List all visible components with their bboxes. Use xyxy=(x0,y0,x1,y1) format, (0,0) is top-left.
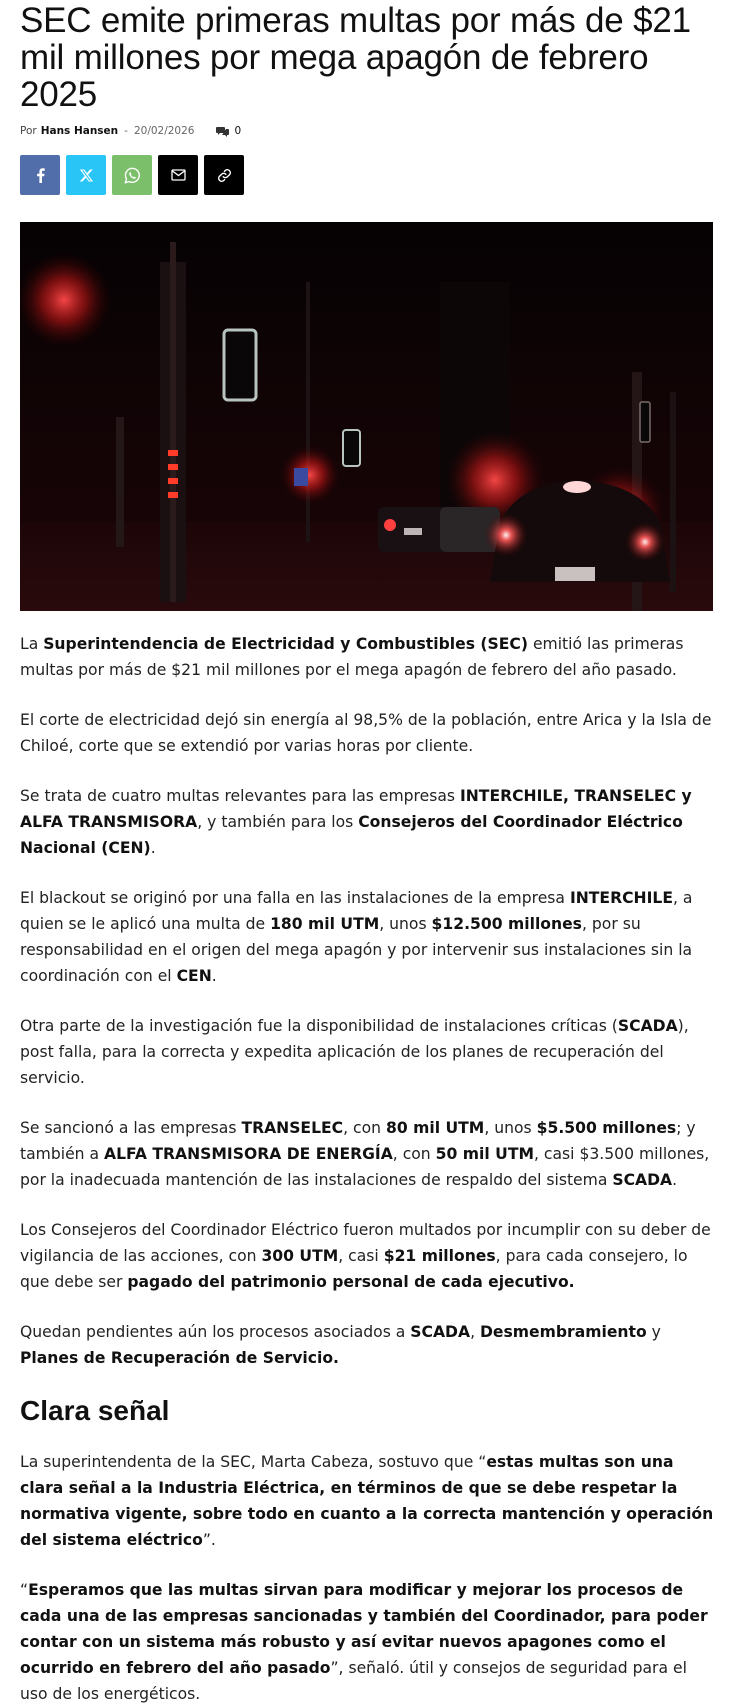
paragraph xyxy=(20,885,715,989)
share-bar xyxy=(20,155,711,195)
bold-text: estas multas son una clara señal a la Industria Eléctrica, en términos de que se debe respetar la normativa vigente, sobre todo en cuanto a la correcta mantención y operación del sistema eléctrico xyxy=(20,1453,714,1549)
bold-text: SCADA xyxy=(612,1171,673,1189)
text-run: , unos xyxy=(484,1119,537,1137)
paragraph xyxy=(20,1319,715,1371)
text-run: “ xyxy=(20,1581,29,1599)
bold-text: Superintendencia de Electricidad y Combustibles (SEC) xyxy=(43,635,528,653)
bold-text: 50 mil UTM xyxy=(435,1145,534,1163)
text-run: emitió las primeras multas por más de $21 mil millones por el mega apagón de febrero del año pasado. xyxy=(20,635,684,679)
share-x-button[interactable] xyxy=(66,155,106,195)
envelope-icon xyxy=(171,169,186,181)
text-run: y xyxy=(646,1323,661,1341)
text-run: , por su responsabilidad en el origen del mega apagón y por intervenir sus instalaciones sin la coordinación con el xyxy=(20,915,693,985)
text-run: . xyxy=(672,1171,678,1189)
paragraph xyxy=(20,1115,715,1193)
text-run: . xyxy=(211,967,217,985)
text-run: ; y también a xyxy=(20,1119,696,1163)
text-run: El blackout se originó por una falla en las instalaciones de la empresa xyxy=(20,889,570,907)
paragraph xyxy=(20,1217,715,1295)
bold-text: Desmembramiento xyxy=(479,1323,647,1341)
paragraph xyxy=(20,783,715,861)
text-run: Se trata de cuatro multas relevantes para las empresas xyxy=(20,787,460,805)
text-run: El corte de electricidad dejó sin energía al 98,5% de la población, entre Arica y la Isla de Chiloé, corte que se extendió por varias horas por cliente. xyxy=(20,711,712,755)
text-run: ”. xyxy=(202,1531,216,1549)
meta-separator: - xyxy=(124,125,128,137)
bold-text: Esperamos que las multas sirvan para modificar y mejorar los procesos de cada una de las empresas sancionadas y también del Coordinador, para poder contar con un sistema más robusto y así evitar nuevos apagones como el ocurrido en febrero del año pasado xyxy=(20,1581,708,1677)
comment-bubble-icon xyxy=(216,126,229,137)
whatsapp-icon xyxy=(124,167,141,184)
bold-text: TRANSELEC xyxy=(241,1119,344,1137)
bold-text: SCADA xyxy=(617,1017,678,1035)
bold-text: 180 mil UTM xyxy=(270,915,380,933)
text-run: Se sancionó a las empresas xyxy=(20,1119,242,1137)
bold-text: ALFA TRANSMISORA DE ENERGÍA xyxy=(104,1145,393,1163)
publish-date: 20/02/2026 xyxy=(133,125,195,137)
text-run: , y también para los xyxy=(197,813,359,831)
share-whatsapp-button[interactable] xyxy=(112,155,152,195)
paragraph xyxy=(20,1577,715,1707)
bold-text: SCADA xyxy=(410,1323,471,1341)
text-run: Quedan pendientes aún los procesos asociados a xyxy=(20,1323,411,1341)
bold-text: $21 millones xyxy=(383,1247,496,1265)
bold-text: 300 UTM xyxy=(261,1247,339,1265)
section-heading: Clara señal xyxy=(20,1395,170,1426)
link-icon xyxy=(217,168,232,183)
text-run: La superintendenta de la SEC, Marta Cabeza, sostuvo que “ xyxy=(20,1453,487,1471)
text-run: ”, señaló. útil y consejos de seguridad para el uso de los energéticos. xyxy=(20,1659,687,1703)
author-link[interactable]: Hans Hansen xyxy=(40,125,119,137)
text-run: , casi xyxy=(338,1247,384,1265)
paragraph xyxy=(20,1449,715,1553)
text-run: La xyxy=(20,635,44,653)
text-run: , para cada consejero, lo que debe ser xyxy=(20,1247,688,1291)
hero-image-blackout-street xyxy=(20,222,713,611)
bold-text: 80 mil UTM xyxy=(386,1119,485,1137)
text-run: , con xyxy=(343,1119,386,1137)
bold-text: INTERCHILE, TRANSELEC y ALFA TRANSMISORA xyxy=(20,787,692,831)
article-body xyxy=(20,631,714,1707)
share-copy-link-button[interactable] xyxy=(204,155,244,195)
x-twitter-icon xyxy=(80,169,93,182)
text-run: , con xyxy=(392,1145,436,1163)
by-label: Por xyxy=(20,125,37,137)
paragraph xyxy=(20,707,715,759)
bold-text: INTERCHILE xyxy=(569,889,673,907)
paragraph xyxy=(20,631,715,683)
text-run: ), post falla, para la correcta y expedita aplicación de los planes de recuperación del servicio. xyxy=(20,1017,689,1087)
text-run: Otra parte de la investigación fue la disponibilidad de instalaciones críticas ( xyxy=(20,1017,618,1035)
share-email-button[interactable] xyxy=(158,155,198,195)
bold-text: CEN xyxy=(176,967,212,985)
share-facebook-button[interactable] xyxy=(20,155,60,195)
text-run: . xyxy=(150,839,156,857)
facebook-icon xyxy=(36,168,45,183)
text-run: , unos xyxy=(379,915,432,933)
bold-text: $12.500 millones xyxy=(431,915,582,933)
text-run: , casi $3.500 millones, por la inadecuada mantención de las instalaciones de respaldo del sistema xyxy=(20,1145,710,1189)
comments-link[interactable] xyxy=(216,123,241,139)
bold-text: pagado del patrimonio personal de cada ejecutivo. xyxy=(127,1273,575,1291)
paragraph xyxy=(20,1013,715,1091)
text-run: Los Consejeros del Coordinador Eléctrico fueron multados por incumplir con su deber de vigilancia de las acciones, con xyxy=(20,1221,711,1265)
comment-count: 0 xyxy=(234,125,242,137)
bold-text: Planes de Recuperación de Servicio. xyxy=(20,1349,339,1367)
bold-text: $5.500 millones xyxy=(536,1119,677,1137)
text-run: , xyxy=(470,1323,480,1341)
text-run: , a quien se le aplicó una multa de xyxy=(20,889,693,933)
article-title: SEC emite primeras multas por más de $21 mil millones por mega apagón de febrero 2025 xyxy=(20,1,691,114)
article-meta xyxy=(20,123,711,139)
bold-text: Consejeros del Coordinador Eléctrico Nacional (CEN) xyxy=(20,813,683,857)
